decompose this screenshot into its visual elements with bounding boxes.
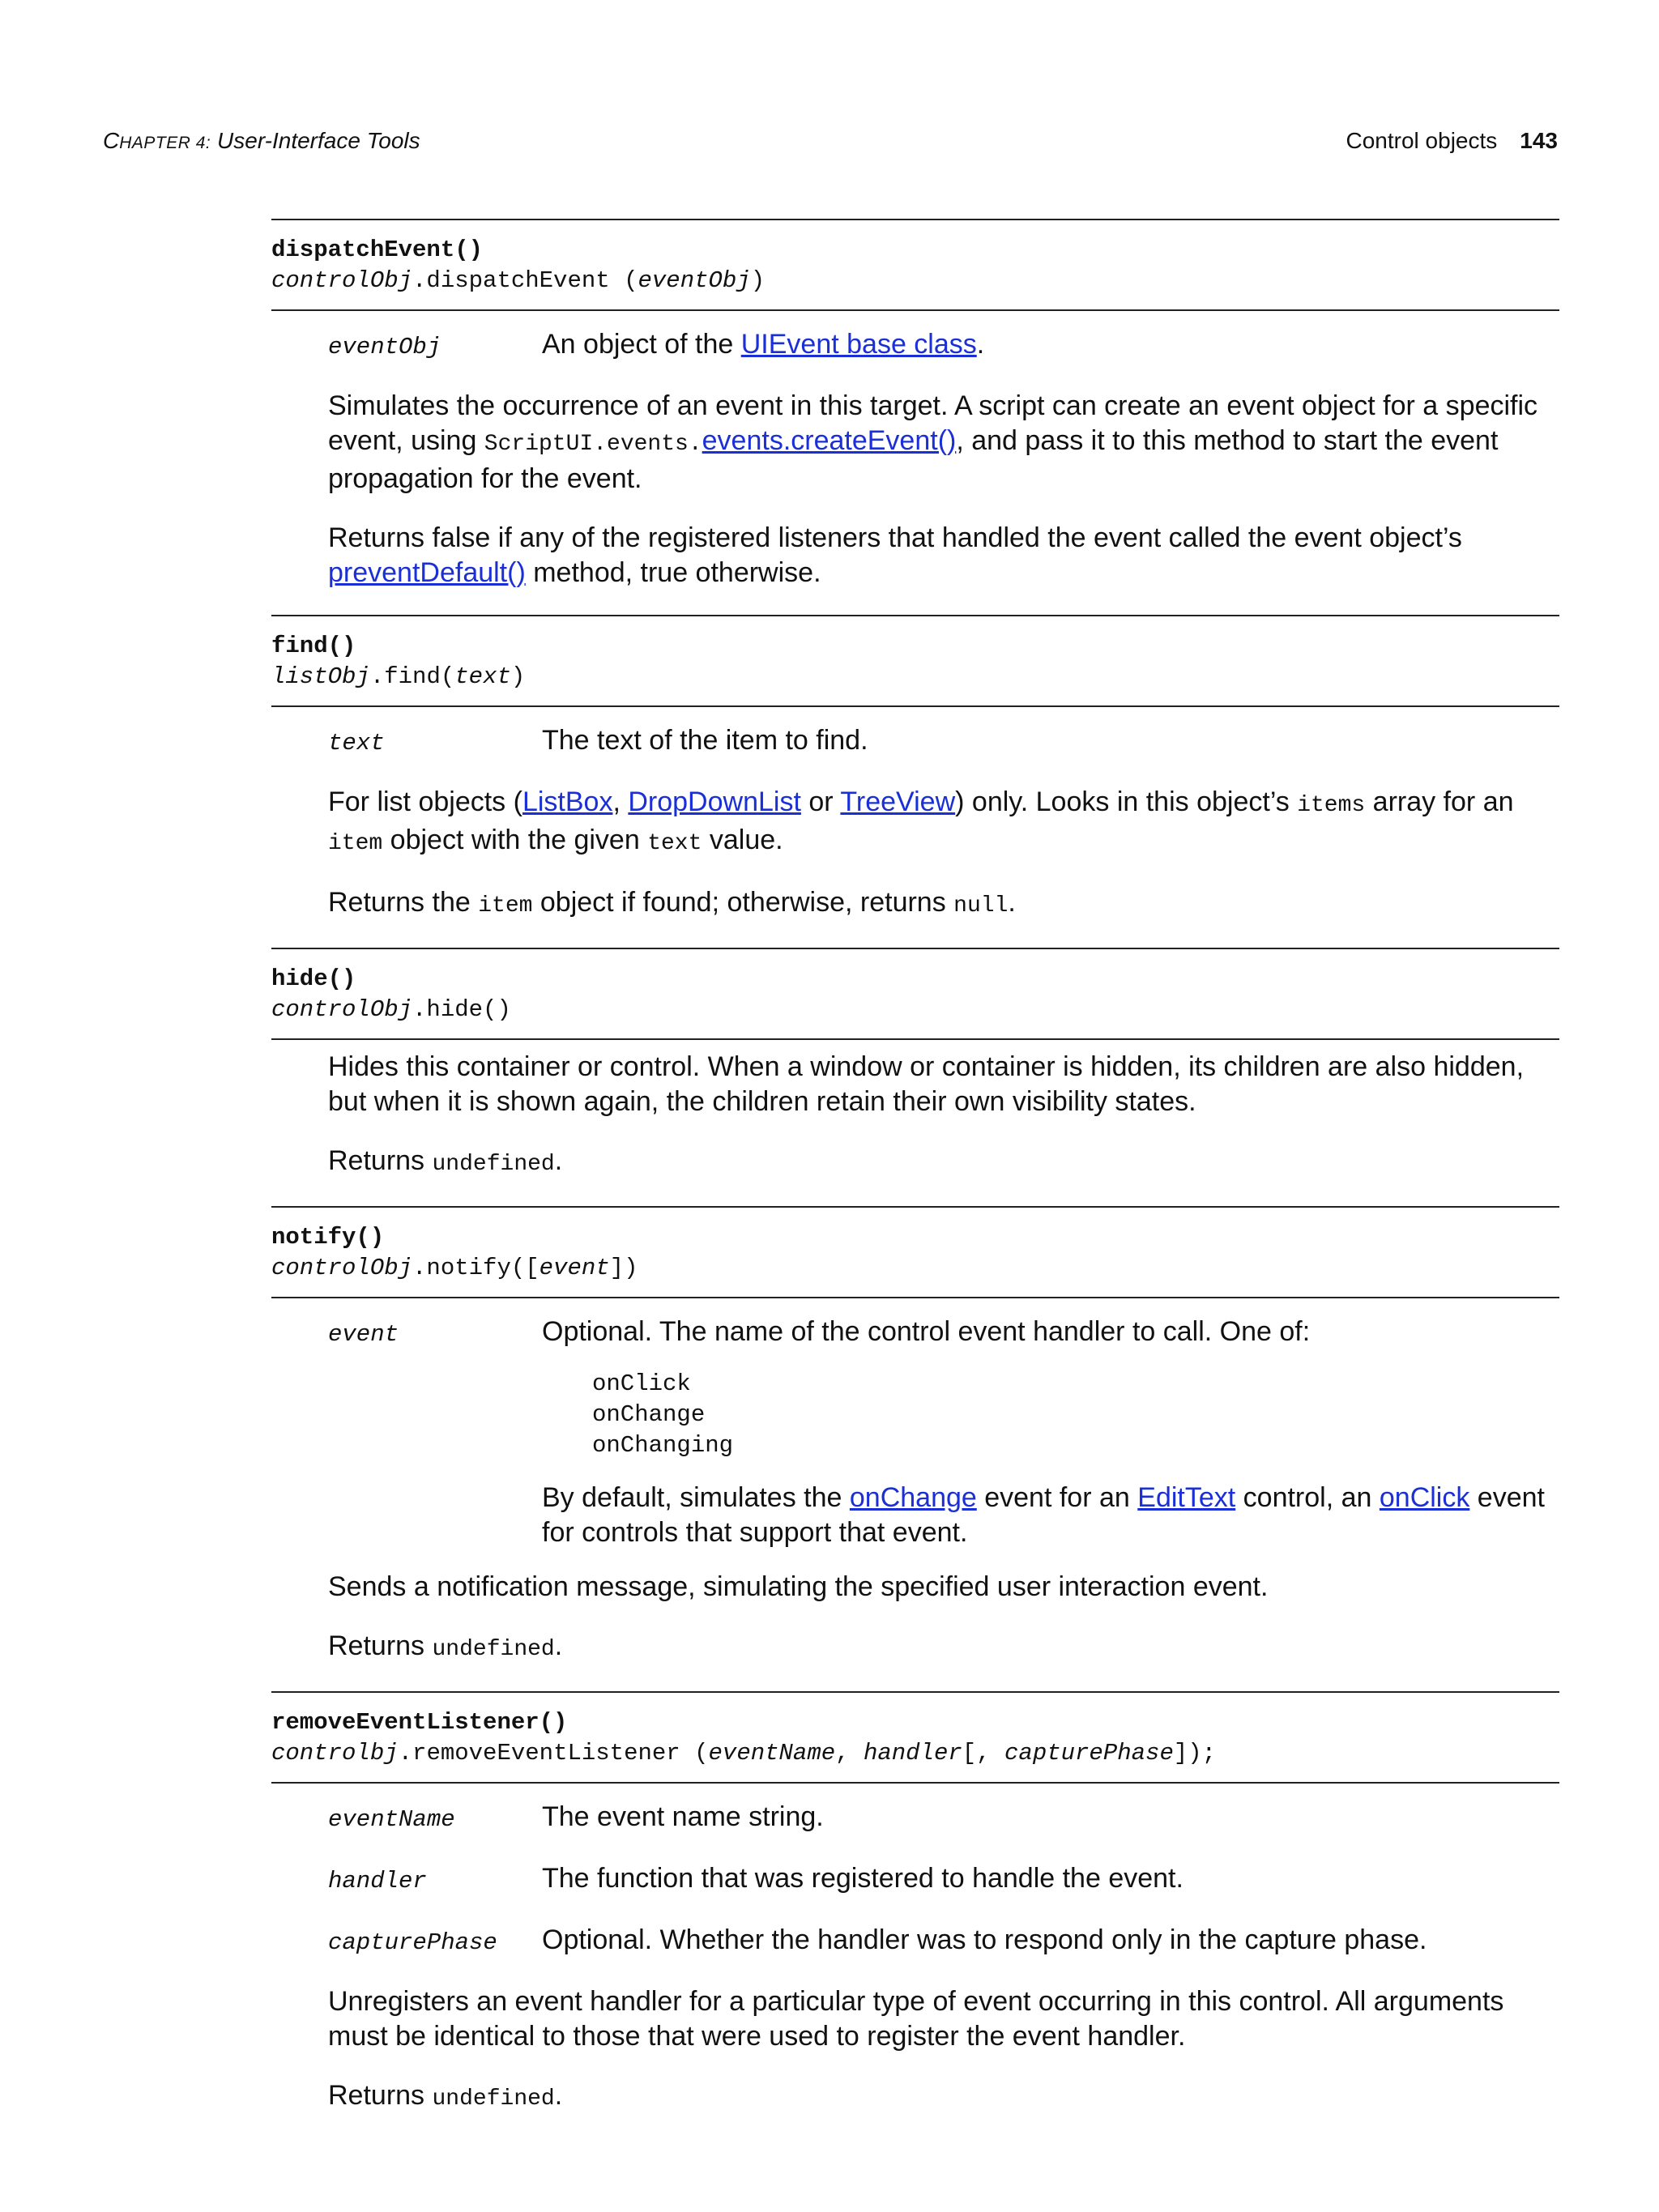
method-signature-removeEventListener xyxy=(271,1693,1559,1782)
onchange-link[interactable]: onChange xyxy=(849,1482,977,1513)
method-description-find xyxy=(271,707,1559,923)
param-text: Optional. The name of the control event handler to call. One of: onClick onChange onChanging By default, simulates the onChange event for an EditText control, an onClick event for controls that support that event. xyxy=(542,1315,1559,1550)
param-row xyxy=(328,1861,1559,1899)
method-signature-find xyxy=(271,616,1559,705)
code-line: onClick xyxy=(592,1370,691,1397)
method-name: dispatchEvent() xyxy=(271,237,484,263)
uievent-link[interactable]: UIEvent base class xyxy=(740,329,977,360)
param-row xyxy=(328,723,1559,761)
returns-paragraph: Returns the item object if found; otherwise, returns null. xyxy=(328,887,1016,918)
method-name: removeEventListener() xyxy=(271,1709,568,1736)
param-text: The event name string. xyxy=(542,1801,824,1832)
returns-paragraph: Returns undefined. xyxy=(328,1630,563,1662)
param-text: The function that was registered to handle the event. xyxy=(542,1863,1183,1894)
description-paragraph: Sends a notification message, simulating the specified user interaction event. xyxy=(328,1571,1269,1602)
returns-paragraph: Returns false if any of the registered listeners that handled the event called the event object’s preventDefault() method, true otherwise. xyxy=(328,522,1462,588)
description-paragraph: For list objects (ListBox, DropDownList or TreeView) only. Looks in this object’s items array for an item object with the given text value. xyxy=(328,786,1514,856)
section-title: Control objects 143 xyxy=(1346,128,1558,153)
listbox-link[interactable]: ListBox xyxy=(522,786,613,817)
param-row xyxy=(328,1923,1559,1960)
chapter-title: CHAPTER 4: User-Interface Tools xyxy=(103,128,420,153)
default-behavior-text: By default, simulates the onChange event for an EditText control, an onClick event for controls that support that event. xyxy=(542,1482,1545,1548)
code-line: onChanging xyxy=(592,1432,734,1459)
param-text: An object of the UIEvent base class. xyxy=(542,329,985,360)
param-name: eventObj xyxy=(328,334,441,360)
method-signature-hide xyxy=(271,949,1559,1038)
param-text: Optional. Whether the handler was to respond only in the capture phase. xyxy=(542,1924,1427,1955)
returns-paragraph: Returns undefined. xyxy=(328,1145,563,1177)
method-signature-notify xyxy=(271,1208,1559,1297)
param-text: The text of the item to find. xyxy=(542,725,868,756)
method-syntax: controlObj.notify([event]) xyxy=(271,1255,638,1281)
method-name: hide() xyxy=(271,965,356,992)
param-name: text xyxy=(328,730,385,757)
method-description-notify xyxy=(271,1298,1559,1667)
description-paragraph: Simulates the occurrence of an event in this target. A script can create an event object for a specific event, using ScriptUI.events.events.createEvent(), and pass it to this method to start the event propagation for the event. xyxy=(328,390,1538,494)
create-event-link[interactable]: events.createEvent() xyxy=(702,425,957,456)
param-name: eventName xyxy=(328,1806,455,1833)
param-row xyxy=(328,1800,1559,1837)
method-syntax: controlObj.hide() xyxy=(271,996,511,1023)
page-number: 143 xyxy=(1520,128,1558,153)
param-name: event xyxy=(328,1321,399,1348)
param-row xyxy=(328,1315,1559,1550)
description-paragraph: Hides this container or control. When a window or container is hidden, its children are also hidden, but when it is shown again, the children retain their own visibility states. xyxy=(328,1051,1525,1117)
event-handler-list xyxy=(592,1369,1559,1461)
method-name: find() xyxy=(271,633,356,659)
method-signature-dispatchEvent xyxy=(271,220,1559,309)
dropdownlist-link[interactable]: DropDownList xyxy=(628,786,801,817)
method-syntax: listObj.find(text) xyxy=(271,663,526,690)
method-description-dispatchEvent xyxy=(271,311,1559,590)
prevent-default-link[interactable]: preventDefault() xyxy=(328,557,526,588)
param-name: handler xyxy=(328,1868,427,1894)
method-description-removeEventListener xyxy=(271,1784,1559,2116)
param-row xyxy=(328,327,1559,364)
description-paragraph: Unregisters an event handler for a particular type of event occurring in this control. All arguments must be identical to those that were used to register the event handler. xyxy=(328,1986,1504,2052)
param-name: capturePhase xyxy=(328,1929,497,1956)
method-syntax: controlbj.removeEventListener (eventName, handler[, capturePhase]); xyxy=(271,1740,1217,1767)
method-syntax: controlObj.dispatchEvent (eventObj) xyxy=(271,267,766,294)
onclick-link[interactable]: onClick xyxy=(1379,1482,1470,1513)
returns-paragraph: Returns undefined. xyxy=(328,2080,563,2112)
method-reference xyxy=(271,219,1559,2141)
method-name: notify() xyxy=(271,1224,385,1251)
treeview-link[interactable]: TreeView xyxy=(840,786,956,817)
edittext-link[interactable]: EditText xyxy=(1137,1482,1236,1513)
method-description-hide xyxy=(271,1040,1559,1182)
code-line: onChange xyxy=(592,1401,706,1428)
page-header xyxy=(103,128,1558,160)
